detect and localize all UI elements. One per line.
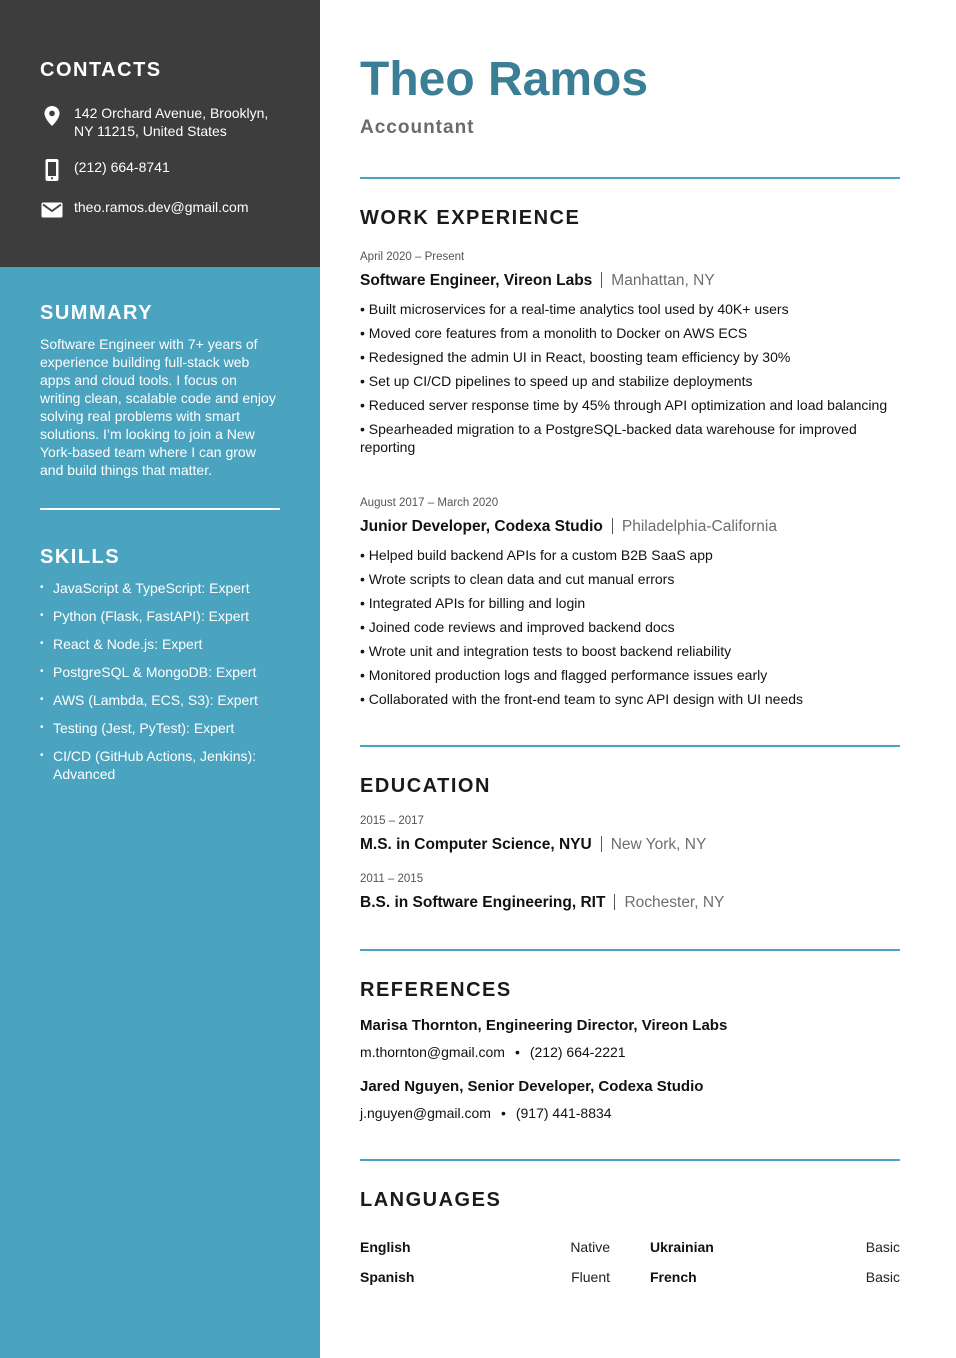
- education-line: [360, 894, 724, 912]
- list-item: • Helped build backend APIs for a custom B2B SaaS app: [360, 547, 713, 563]
- language-name: English: [360, 1239, 411, 1255]
- school-location: New York, NY: [610, 836, 707, 853]
- skill-item: • CI/CD (GitHub Actions, Jenkins): Advanced: [40, 748, 257, 782]
- bullet-icon: •: [40, 694, 44, 705]
- degree: B.S. in Software Engineering, RIT: [360, 894, 606, 911]
- language-name: Spanish: [360, 1269, 415, 1285]
- summary-text: Software Engineer with 7+ years of experience building full-stack web apps and cloud tools. I focus on writing clean, scalable code and enjoy solving real problems with smart solutions. I’m looking to join a New York-based team where I can grow and build things that matter.: [40, 336, 276, 478]
- skill-item: • AWS (Lambda, ECS, S3): Expert: [40, 692, 258, 708]
- list-item: • Set up CI/CD pipelines to speed up and stabilize deployments: [360, 373, 753, 389]
- list-item: • Spearheaded migration to a PostgreSQL-backed data warehouse for improved reporting: [360, 421, 857, 455]
- job-role: Software Engineer, Vireon Labs: [360, 272, 593, 289]
- section-divider: [360, 745, 900, 747]
- list-item: • Moved core features from a monolith to Docker on AWS ECS: [360, 325, 748, 341]
- language-name: Ukrainian: [650, 1239, 714, 1255]
- bullet-icon: •: [40, 750, 44, 761]
- bullet-icon: •: [40, 666, 44, 677]
- language-row: [360, 1269, 900, 1289]
- language-row: [360, 1239, 900, 1259]
- language-name: French: [650, 1269, 697, 1285]
- contact-email: [40, 198, 289, 222]
- work-heading: WORK EXPERIENCE: [360, 207, 581, 229]
- separator: •: [514, 1044, 520, 1060]
- reference-name: Jared Nguyen, Senior Developer, Codexa Studio: [360, 1078, 704, 1095]
- reference-phone[interactable]: (212) 664-2221: [529, 1044, 626, 1060]
- job-title-line: [360, 272, 715, 290]
- location-pin-icon: [40, 104, 64, 128]
- skills-heading: SKILLS: [40, 546, 121, 568]
- separator: [612, 518, 613, 534]
- contact-phone: [40, 158, 289, 182]
- reference-contact: [360, 1105, 612, 1121]
- list-item: • Wrote scripts to clean data and cut manual errors: [360, 571, 675, 587]
- reference-contact: [360, 1044, 626, 1060]
- job-role: Junior Developer, Codexa Studio: [360, 518, 603, 535]
- separator: [601, 836, 602, 852]
- section-divider: [360, 949, 900, 951]
- list-item: • Redesigned the admin UI in React, boosting team efficiency by 30%: [360, 349, 791, 365]
- skills-list: [40, 579, 280, 793]
- languages-heading: LANGUAGES: [360, 1189, 502, 1211]
- language-level: Fluent: [571, 1269, 610, 1285]
- skill-item: • Python (Flask, FastAPI): Expert: [40, 608, 250, 624]
- references-heading: REFERENCES: [360, 979, 512, 1001]
- list-item: • Collaborated with the front-end team to sync API design with UI needs: [360, 691, 804, 707]
- language-level: Native: [570, 1239, 610, 1255]
- section-divider: [360, 1159, 900, 1161]
- job-location: Philadelphia-California: [621, 518, 777, 535]
- skill-item: • PostgreSQL & MongoDB: Expert: [40, 664, 257, 680]
- mail-icon: [40, 198, 64, 222]
- skill-item: • React & Node.js: Expert: [40, 636, 203, 652]
- list-item: • Reduced server response time by 45% through API optimization and load balancing: [360, 397, 888, 413]
- reference-name: Marisa Thornton, Engineering Director, Vireon Labs: [360, 1017, 728, 1034]
- separator: [614, 894, 615, 910]
- address-text: 142 Orchard Avenue, Brooklyn, NY 11215, United States: [74, 105, 269, 139]
- reference-email[interactable]: m.thornton@gmail.com: [360, 1044, 505, 1060]
- skill-item: • Testing (Jest, PyTest): Expert: [40, 720, 235, 736]
- summary-heading: SUMMARY: [40, 302, 154, 324]
- bullet-icon: •: [40, 722, 44, 733]
- job-title-line: [360, 518, 777, 536]
- phone-icon: [40, 158, 64, 182]
- list-item: • Joined code reviews and improved backend docs: [360, 619, 675, 635]
- bullet-icon: •: [40, 582, 44, 593]
- job-bullets: [360, 300, 900, 462]
- bullet-icon: •: [40, 638, 44, 649]
- candidate-title: Accountant: [360, 117, 475, 138]
- education-line: [360, 836, 706, 854]
- separator: •: [500, 1105, 506, 1121]
- job-dates: April 2020 – Present: [360, 251, 465, 263]
- degree: M.S. in Computer Science, NYU: [360, 836, 592, 853]
- job-bullets: [360, 546, 900, 714]
- language-level: Basic: [865, 1269, 900, 1285]
- contact-address: [40, 104, 289, 140]
- list-item: • Built microservices for a real-time analytics tool used by 40K+ users: [360, 301, 789, 317]
- education-dates: 2011 – 2015: [360, 873, 424, 885]
- skill-item: • JavaScript & TypeScript: Expert: [40, 580, 250, 596]
- separator: [601, 272, 602, 288]
- reference-phone[interactable]: (917) 441-8834: [515, 1105, 612, 1121]
- phone-link[interactable]: (212) 664-8741: [74, 159, 170, 175]
- job-location: Manhattan, NY: [611, 272, 715, 289]
- bullet-icon: •: [40, 610, 44, 621]
- list-item: • Integrated APIs for billing and login: [360, 595, 586, 611]
- school-location: Rochester, NY: [624, 894, 725, 911]
- education-dates: 2015 – 2017: [360, 815, 424, 827]
- reference-email[interactable]: j.nguyen@gmail.com: [360, 1105, 491, 1121]
- list-item: • Monitored production logs and flagged performance issues early: [360, 667, 768, 683]
- education-heading: EDUCATION: [360, 775, 491, 797]
- email-link[interactable]: theo.ramos.dev@gmail.com: [74, 199, 249, 215]
- job-dates: August 2017 – March 2020: [360, 497, 499, 509]
- contacts-heading: CONTACTS: [40, 59, 162, 81]
- language-level: Basic: [865, 1239, 900, 1255]
- section-divider: [360, 177, 900, 179]
- candidate-name: Theo Ramos: [360, 53, 649, 106]
- list-item: • Wrote unit and integration tests to boost backend reliability: [360, 643, 732, 659]
- sidebar-divider: [40, 508, 280, 510]
